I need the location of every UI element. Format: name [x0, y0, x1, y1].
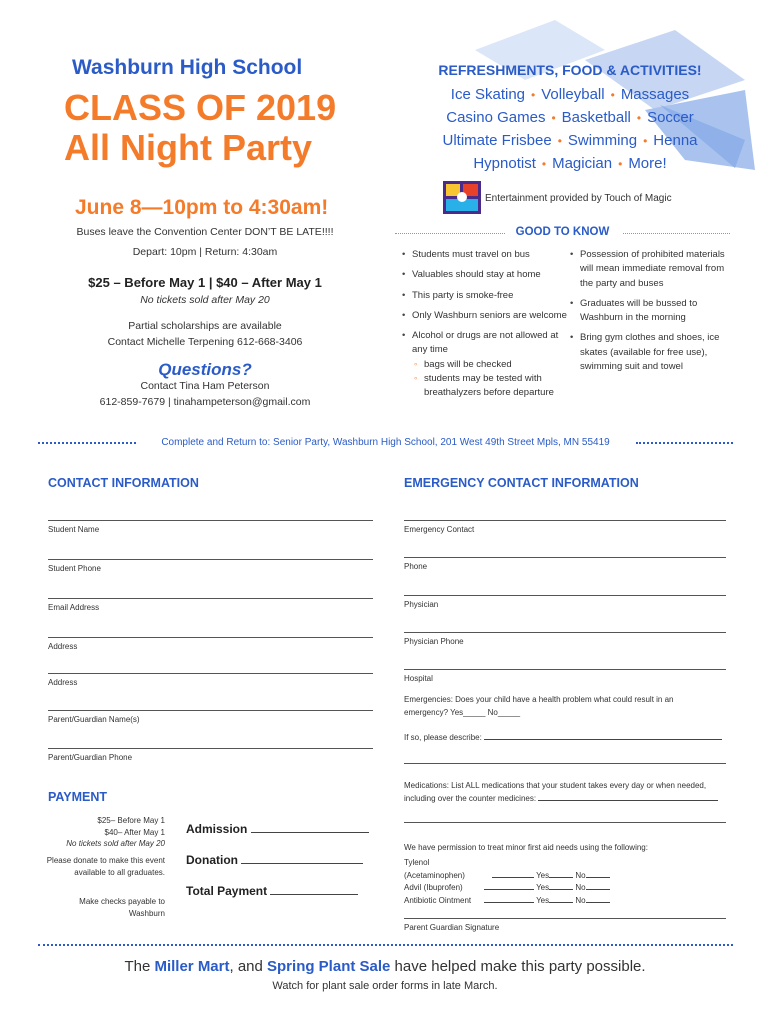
activities-line: Ultimate Frisbee • Swimming • Henna [442, 132, 698, 149]
list-item: • Alcohol or drugs are not allowed at any time ◦ bags will be checked ◦ students may be tested with breathalyzers before departure [402, 329, 567, 400]
footer-divider [38, 944, 733, 946]
physician-field[interactable]: Physician [404, 595, 726, 609]
bus-info: Buses leave the Convention Center DON’T BE LATE!!!! Depart: 10pm | Return: 4:30am [76, 226, 334, 259]
address-field[interactable]: Address [48, 637, 373, 651]
guardian-name-field[interactable]: Parent/Guardian Name(s) [48, 710, 373, 724]
touch-of-magic-logo [443, 181, 481, 214]
list-item: • Valuables should stay at home [402, 268, 567, 282]
list-item: • Graduates will be bussed to Washburn in the morning [570, 297, 730, 326]
no-tickets-note: No tickets sold after May 20 [140, 294, 270, 306]
total-payment-field[interactable]: Total Payment [186, 884, 358, 898]
med-row[interactable]: Antibiotic Ointment Yes No [404, 895, 729, 908]
sub-item: ◦ students may be tested with breathalyzers before departure [412, 372, 567, 401]
list-item: • Only Washburn seniors are welcome [402, 309, 567, 323]
emergency-yes-no-field[interactable]: emergency? Yes_____ No_____ [404, 707, 521, 717]
emergency-info-title: EMERGENCY CONTACT INFORMATION [404, 476, 639, 490]
sub-item: ◦ bags will be checked [412, 358, 567, 372]
plant-sale-note: Watch for plant sale order forms in late March. [272, 980, 498, 992]
first-aid-permission: We have permission to treat minor first aid needs using the following: Tylenol (Acetaminophen) Yes No Advil (Ibuprofen) Yes No Antibiotic Ointment Yes No [404, 842, 729, 908]
price-info: $25 – Before May 1 | $40 – After May 1 [88, 275, 322, 290]
good-to-know-list-left [402, 248, 567, 406]
list-item: • This party is smoke-free [402, 289, 567, 303]
good-to-know-list-right [570, 248, 730, 380]
class-title: CLASS OF 2019 All Night Party [64, 87, 337, 169]
med-row[interactable]: Advil (Ibuprofen) Yes No [404, 882, 729, 895]
party-date: June 8—10pm to 4:30am! [75, 196, 329, 219]
sponsor-thanks: The Miller Mart, and Spring Plant Sale have helped make this party possible. [124, 958, 646, 975]
emergencies-question: Emergencies: Does your child have a health problem what could result in an emergency? Yes_____ No_____ [404, 694, 729, 720]
med-row[interactable]: Tylenol (Acetaminophen) Yes No [404, 857, 729, 883]
address-field-2[interactable]: Address [48, 673, 373, 687]
payment-title: PAYMENT [48, 790, 108, 804]
email-field[interactable]: Email Address [48, 598, 373, 612]
payment-prices: $25– Before May 1 $40– After May 1 No tickets sold after May 20 [66, 816, 165, 849]
admission-field[interactable]: Admission [186, 822, 369, 836]
activities-line: Ice Skating • Volleyball • Massages [450, 86, 690, 103]
list-item: • Possession of prohibited materials will mean immediate removal from the party and buses [570, 248, 730, 291]
contact-info-title: CONTACT INFORMATION [48, 476, 199, 490]
scholarship-info: Partial scholarships are available Contact Michelle Terpening 612-668-3406 [107, 320, 303, 349]
questions-heading: Questions? [158, 360, 252, 379]
list-item: • Bring gym clothes and shoes, ice skates (available for free use), swimming suit and towel [570, 331, 730, 374]
questions-contact: Contact Tina Ham Peterson 612-859-7679 | tinahampeterson@gmail.com [99, 380, 311, 409]
medications-field[interactable]: Medications: List ALL medications that your student takes every day or when needed, including over the counter medicines: [404, 780, 729, 806]
student-phone-field[interactable]: Student Phone [48, 559, 373, 573]
activities-title: REFRESHMENTS, FOOD & ACTIVITIES! [438, 62, 702, 78]
list-item: • Students must travel on bus [402, 248, 567, 262]
describe-field[interactable]: If so, please describe: [404, 732, 729, 745]
student-name-field[interactable]: Student Name [48, 520, 373, 534]
activities-line: Hypnotist • Magician • More! [473, 155, 667, 172]
describe-line-2[interactable] [404, 763, 726, 764]
activities-line: Casino Games • Basketball • Soccer [446, 109, 694, 126]
emergency-contact-field[interactable]: Emergency Contact [404, 520, 726, 534]
donation-field[interactable]: Donation [186, 853, 363, 867]
hospital-field[interactable]: Hospital [404, 669, 726, 683]
school-name: Washburn High School [72, 56, 303, 79]
good-to-know-header: GOOD TO KNOW [395, 226, 730, 242]
physician-phone-field[interactable]: Physician Phone [404, 632, 726, 646]
emergency-phone-field[interactable]: Phone [404, 557, 726, 571]
guardian-phone-field[interactable]: Parent/Guardian Phone [48, 748, 373, 762]
donate-note: Please donate to make this event available to all graduates. [46, 856, 165, 877]
checks-note: Make checks payable to Washburn [79, 897, 165, 918]
medications-line-2[interactable] [404, 822, 726, 823]
return-address-row: Complete and Return to: Senior Party, Washburn High School, 201 West 49th Street Mpls, MN 55419 [38, 437, 733, 451]
entertainment-credit: Entertainment provided by Touch of Magic [485, 193, 672, 204]
signature-field[interactable]: Parent Guardian Signature [404, 918, 726, 932]
